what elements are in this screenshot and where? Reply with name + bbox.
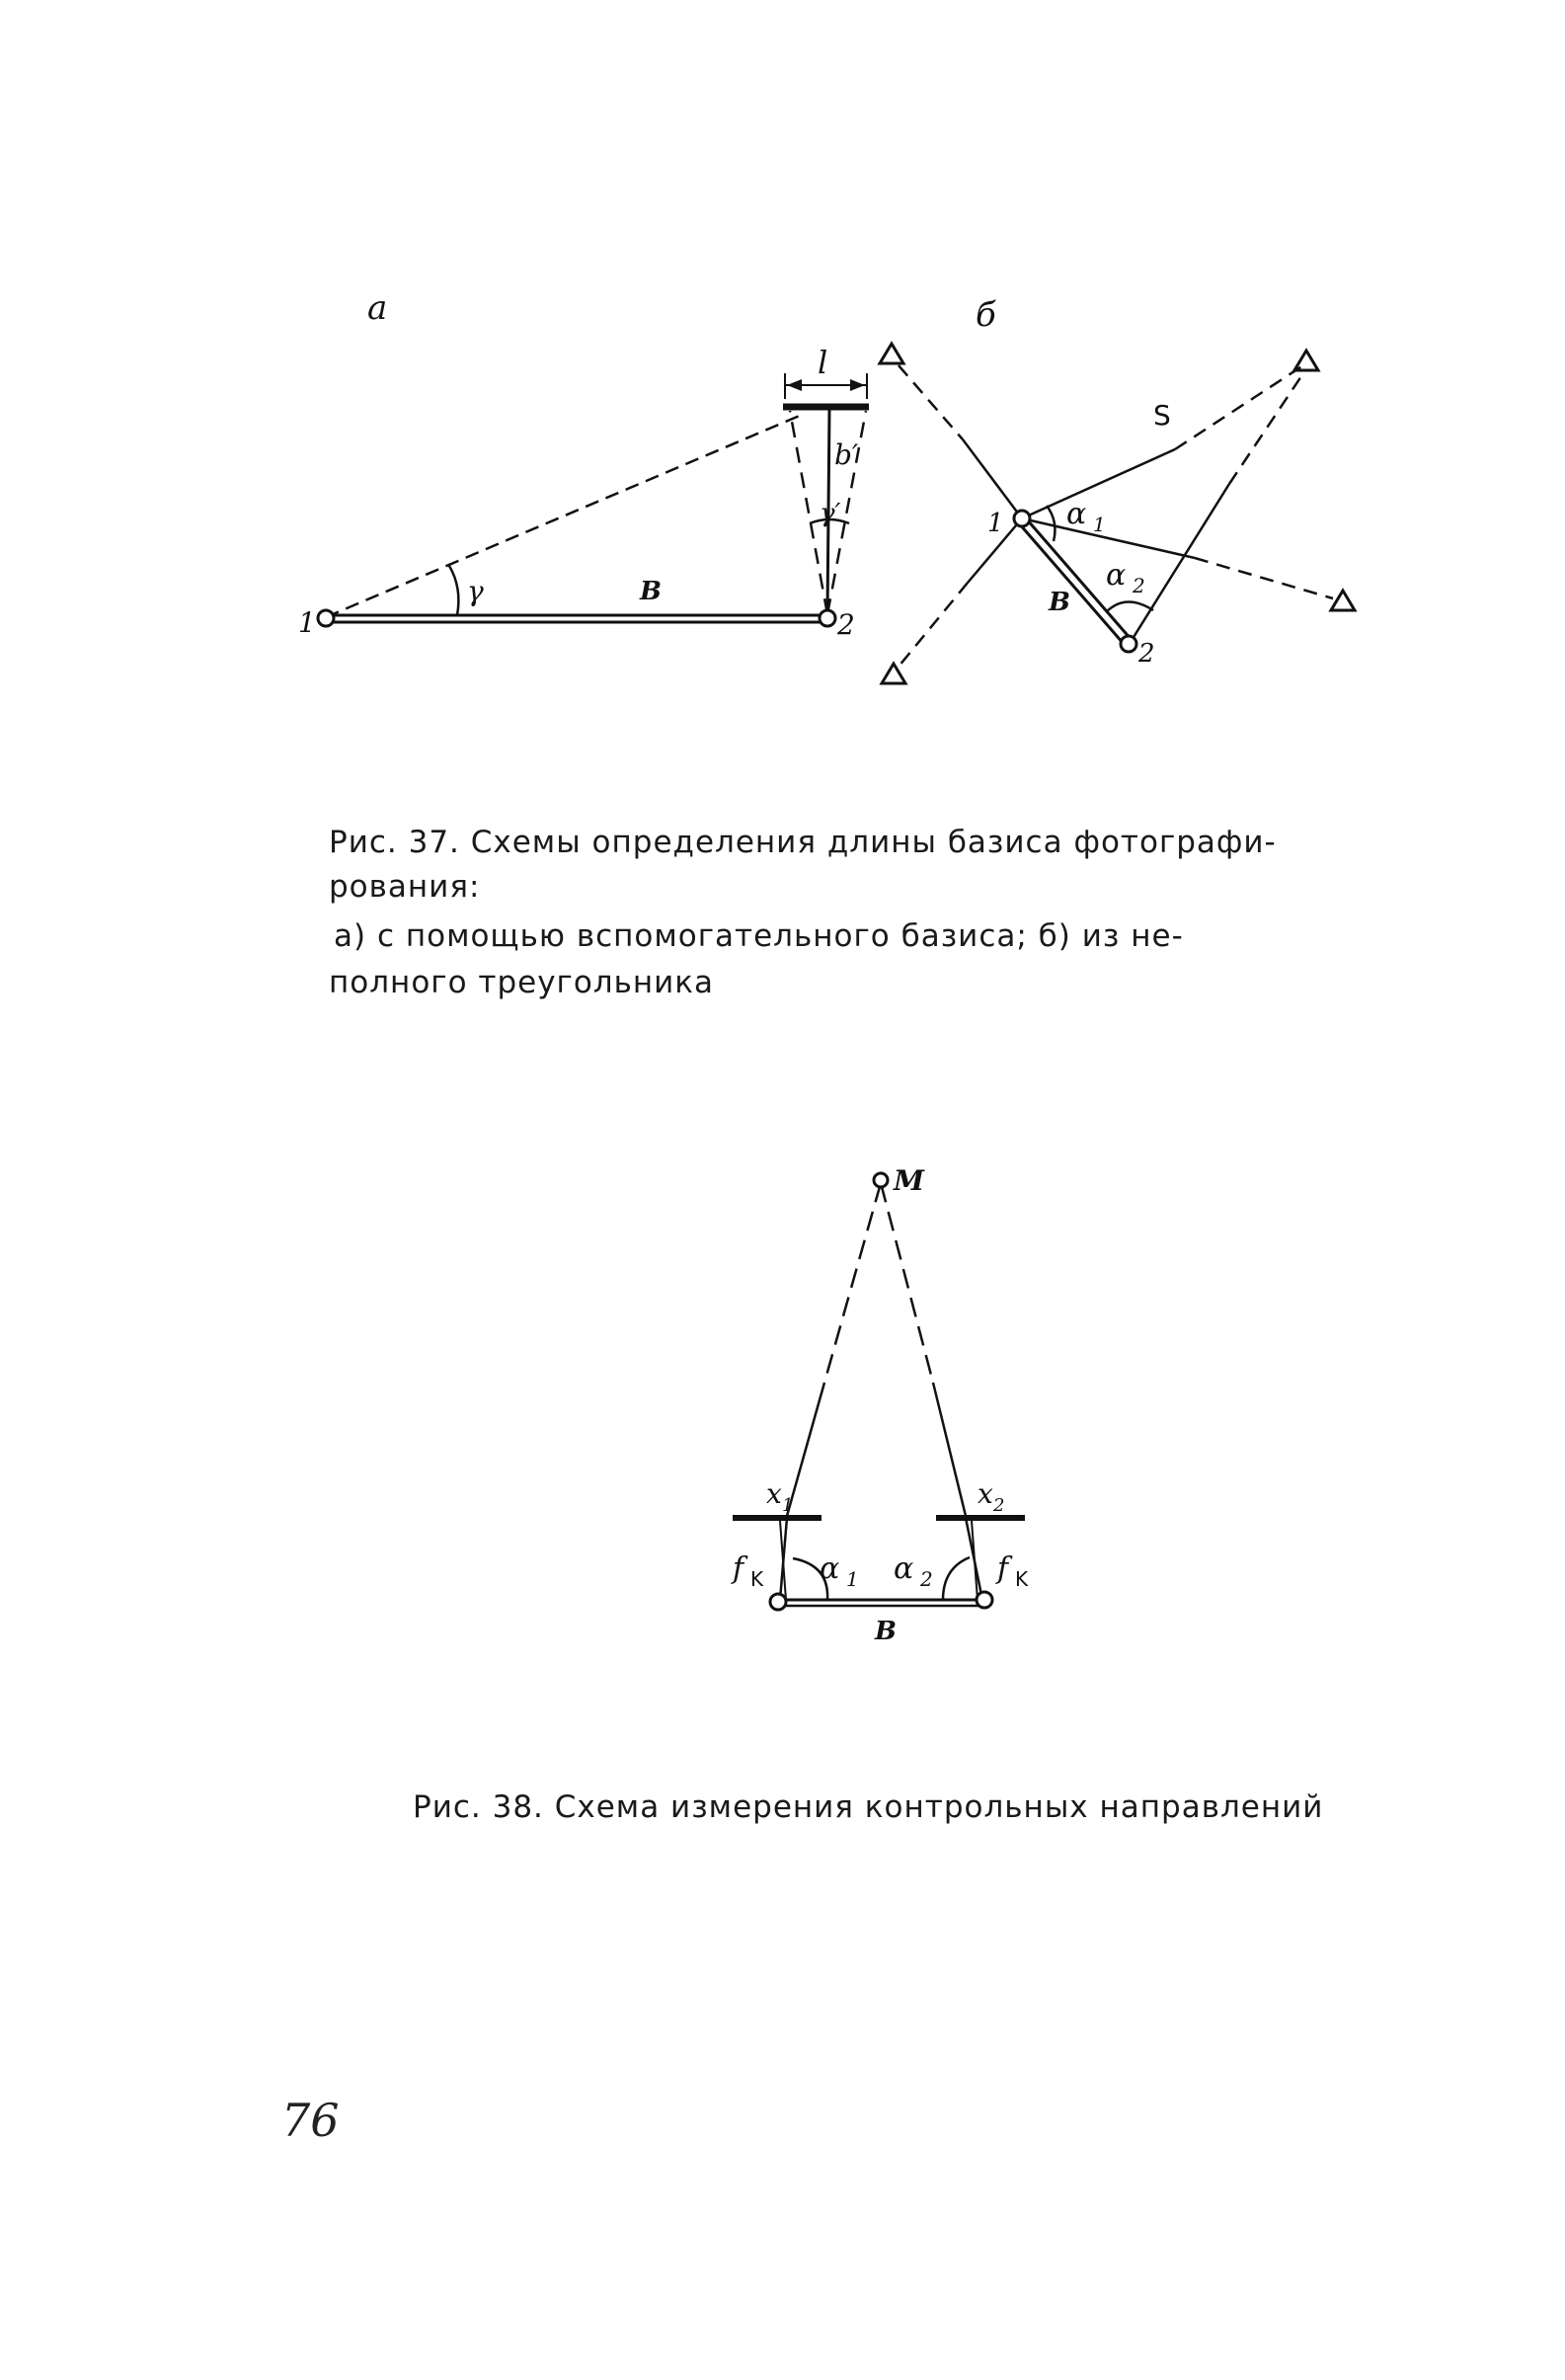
aux-angle-label: γ′	[820, 499, 841, 528]
panel-b-label: б	[976, 295, 996, 335]
dashed-top-left	[899, 365, 963, 439]
base-label: B	[1049, 588, 1070, 617]
alpha1-label: α	[820, 1551, 840, 1586]
arrow-left-icon	[787, 379, 802, 391]
dashed-right-ray	[881, 1183, 933, 1383]
alpha1-sub: 1	[846, 1567, 859, 1591]
angle2-label: α	[1106, 558, 1127, 593]
alpha2-label: α	[894, 1551, 914, 1586]
arrow-right-icon	[850, 379, 865, 391]
aux-dist-label: b′	[834, 438, 859, 471]
dist-s-label: S	[1153, 399, 1171, 432]
angle1-label: α	[1066, 497, 1087, 531]
fig37-panel-a	[298, 288, 869, 641]
dashed-sight-line	[326, 415, 802, 617]
fig38-diagram	[731, 1164, 1029, 1646]
panel-a-label: а	[367, 288, 388, 328]
signal-bottom-left-icon	[882, 664, 905, 683]
angle-alpha2-arc	[1106, 601, 1153, 612]
angle1-sub: 1	[1093, 513, 1106, 536]
s-line-solid	[1022, 449, 1175, 518]
signal-right-icon	[1331, 591, 1355, 610]
point-m-label: M	[894, 1164, 924, 1197]
point-right-icon	[977, 1592, 992, 1608]
point-2-label: 2	[837, 608, 855, 641]
angle2-sub: 2	[1133, 574, 1145, 597]
angle-gamma-arc	[449, 566, 458, 615]
fig37-caption-title: Рис. 37. Схемы определения длины базиса фотографи-	[329, 825, 1277, 860]
angle-alpha2-arc	[943, 1557, 970, 1600]
line-2-up-dashed	[1229, 370, 1305, 484]
base-label: B	[640, 577, 662, 606]
point-1-icon	[1014, 511, 1030, 526]
fig37-caption-title-cont: рования:	[329, 869, 481, 905]
solid-right-ray	[933, 1383, 966, 1516]
aux-base-label: l	[818, 344, 828, 381]
signal-top-right-icon	[1294, 351, 1318, 370]
point-2-icon	[820, 610, 835, 626]
point-2-icon	[1121, 636, 1136, 652]
fig38-caption: Рис. 38. Схема измерения контрольных направлений	[413, 1789, 1324, 1825]
point-2-label: 2	[1138, 639, 1155, 669]
fk-right-label: f	[997, 1551, 1009, 1586]
fig37-caption-items: а) с помощью вспомогательного базиса; б) из не-	[334, 918, 1184, 954]
line-2-up-solid	[1131, 484, 1229, 642]
fig37-caption-items-cont: полного треугольника	[329, 965, 715, 1000]
point-1-label: 1	[298, 606, 316, 639]
point-left-icon	[770, 1594, 786, 1610]
point-m-icon	[874, 1173, 888, 1187]
solid-top-left	[963, 439, 1022, 518]
line-right-dashed	[1195, 558, 1333, 598]
s-line-dashed	[1175, 365, 1303, 449]
point-1-icon	[318, 610, 334, 626]
fig37-panel-b	[880, 295, 1355, 683]
x1-label: x	[766, 1477, 782, 1510]
angle-gamma-label: γ	[467, 575, 484, 607]
dashed-bottom-left	[899, 583, 968, 667]
x2-sub: 2	[993, 1495, 1005, 1516]
x1-sub: 1	[782, 1495, 794, 1516]
dashed-left-ray	[824, 1183, 881, 1383]
alpha2-sub: 2	[920, 1567, 933, 1591]
fk-left-label: f	[733, 1551, 744, 1586]
fk-left-sub: K	[750, 1567, 764, 1591]
line-right-solid	[1022, 518, 1195, 558]
base-label: B	[875, 1617, 897, 1646]
signal-top-left-icon	[880, 344, 903, 363]
page-number: 76	[281, 2094, 340, 2147]
x2-label: x	[978, 1477, 993, 1510]
fk-right-sub: K	[1015, 1567, 1029, 1591]
point-1-label: 1	[987, 509, 1004, 538]
